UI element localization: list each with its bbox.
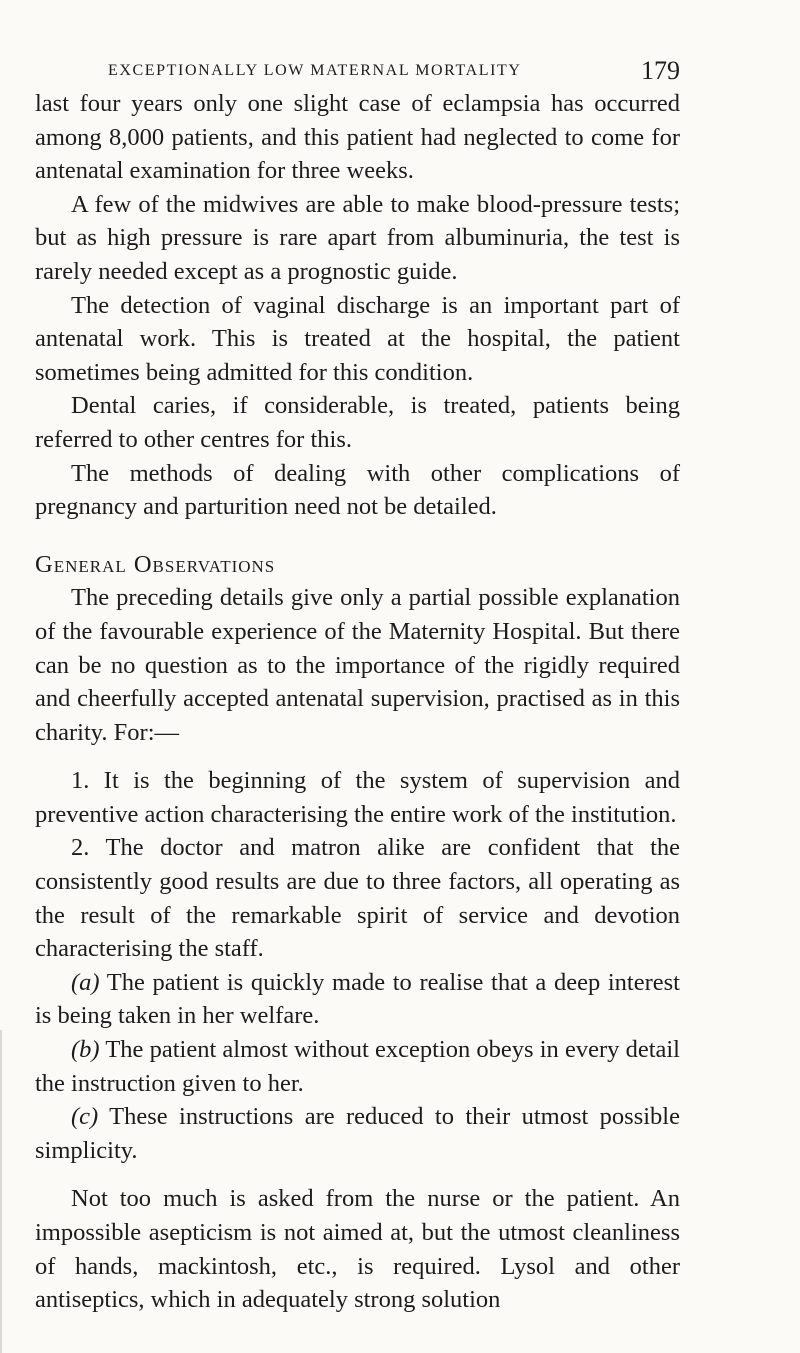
page-number: 179	[641, 56, 680, 85]
sub-item-text: The patient almost without exception obeys in every detail the instruction given to her.	[35, 1036, 680, 1097]
paragraph: Dental caries, if considerable, is treated, patients being referred to other centres for this.	[35, 392, 680, 453]
page-edge-shadow	[0, 1030, 2, 1353]
list-item: 1. It is the beginning of the system of supervision and preventive action characterising the entire work of the institution.	[35, 767, 680, 828]
paragraph: The detection of vaginal discharge is an important part of antenatal work. This is treated at the hospital, the patient sometimes being admitted for this condition.	[35, 291, 680, 386]
running-title: EXCEPTIONALLY LOW MATERNAL MORTALITY	[108, 62, 522, 79]
sub-item-text: These instructions are reduced to their utmost possible simplicity.	[35, 1103, 680, 1164]
sub-item-c	[35, 1100, 680, 1167]
sub-item-label: (b)	[71, 1036, 100, 1064]
section-heading: General Observations	[35, 550, 276, 578]
paragraph: Not too much is asked from the nurse or the patient. An impossible asepticism is not aimed at, but the utmost cleanliness of hands, mackintosh, etc., is required. Lysol and other antiseptics, which in adequately strong solution	[35, 1185, 680, 1314]
paragraph: The methods of dealing with other complications of pregnancy and parturition need not be detailed.	[35, 459, 680, 521]
list-item: 2. The doctor and matron alike are confident that the consistently good results are due to three factors, all operating as the result of the remarkable spirit of service and devotion characterising the staff.	[35, 834, 680, 963]
paragraph: last four years only one slight case of eclampsia has occurred among 8,000 patients, and this patient had neglected to come for antenatal examination for three weeks.	[35, 90, 680, 185]
sub-item-label: (c)	[71, 1103, 99, 1131]
sub-item-label: (a)	[71, 968, 100, 996]
sub-item-text: The patient is quickly made to realise that a deep interest is being taken in her welfare.	[35, 968, 680, 1030]
sub-item-a	[35, 966, 680, 1033]
paragraph: A few of the midwives are able to make blood-pressure tests; but as high pressure is rare apart from albuminuria, the test is rarely needed except as a prognostic guide.	[35, 190, 680, 285]
body-text	[35, 87, 680, 1317]
paragraph: The preceding details give only a partial possible explanation of the favourable experience of the Maternity Hospital. But there can be no question as to the importance of the rigidly required and cheerfully accepted antenatal supervision, practised as in this charity. For:—	[35, 584, 680, 746]
sub-item-b	[35, 1033, 680, 1100]
